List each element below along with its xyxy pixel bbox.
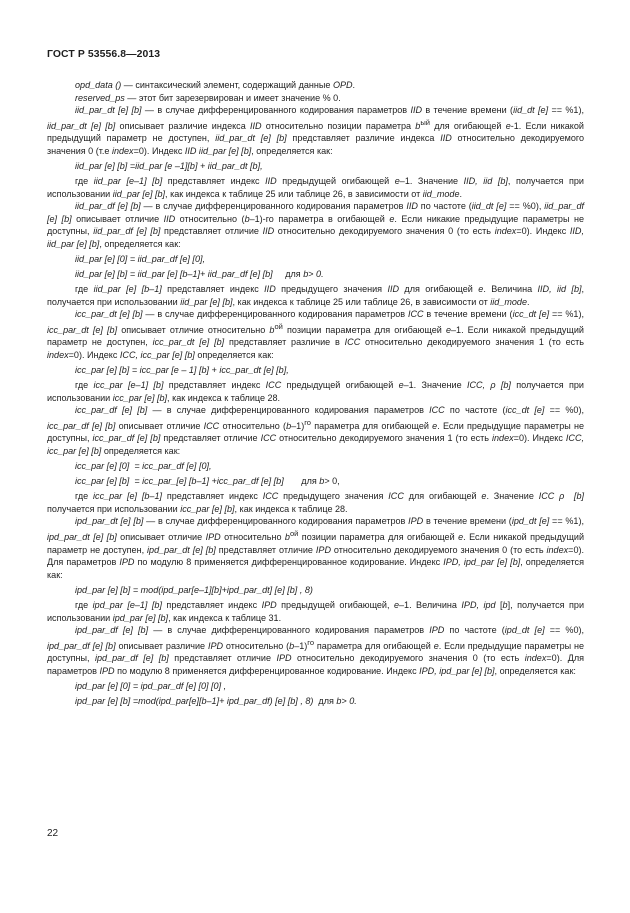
- body-paragraph: ipd_par_dt [e] [b] — в случае дифференцированного кодирования параметров IPD в течение времени (ipd_dt [e] == %1), ipd_par_dt [e] [b] описывает отличие IPD относительно $b^{ой}$ позиции параметра для огибающей e. Если никакой предыдущий параметр не доступен, ipd_par_dt [e] [b] представляет отличие IPD относительно декодируемого значения 0 (то есть index=0). Для параметров IPD по модулю 8 применяется дифференцированное кодирование. Индекс IPD, ipd_par [e] [b], определяется как:: [47, 516, 585, 580]
- body-paragraph: где icc_par [e] [b–1] представляет индекс ICC предыдущего значения ICC для огибающей e. Значение ICC ρ [b] получается при использовании icc_par [e] [b], как индекса к таблице 28.: [47, 491, 584, 514]
- formula-line: iid_par [e] [b] = iid_par [e] [b–1]+ iid_par_df [e] [b] для b> 0.: [75, 269, 324, 280]
- body-paragraph: iid_par_dt [e] [b] — в случае дифференцированного кодирования параметров IID в течение времени (iid_dt [e] == %1), iid_par_dt [e] [b] описывает различие индекса IID относительно позиции параметра $b^{ый}$ для огибающей e-1. Если никакой предыдущий параметр не доступен, iid_par_dt [e] [b] представляет различие индекса IID относительно декодируемого значения 0 (т.е index=0). Индекс IID iid_par [e] [b], определяется как:: [47, 105, 584, 156]
- formula-line: ipd_par [e] [b] =mod(ipd_par[e][b–1]+ ipd_par_df) [e] [b] , 8) для b> 0.: [75, 696, 357, 706]
- document-body: [47, 79, 584, 710]
- body-paragraph: ipd_par_df [e] [b] — в случае дифференцированного кодирования параметров IPD по частоте (ipd_dt [e] == %0), ipd_par_df [e] [b] описывает различие IPD относительно $(b-1)^{го}$ параметра для огибающей e. Если предыдущие параметры не доступны, ipd_par_df [e] [b] представляет отличие IPD относительно декодируемого значения 0 (то есть index=0). Для параметров IPD по модулю 8 применяется дифференцированное кодирование. Индекс IPD, ipd_par [e] [b], определяется как:: [47, 625, 585, 676]
- body-paragraph: opd_data () — синтаксический элемент, содержащий данные OPD.: [75, 80, 356, 90]
- body-paragraph: icc_par_df [e] [b] — в случае дифференцированного кодирования параметров ICC по частоте (icc_dt [e] == %0), icc_par_df [e] [b] описывает отличие ICC относительно $(b-1)^{го}$ параметра для огибающей e. Если предыдущие параметры не доступны, icc_par_df [e] [b] представляет отличие ICC относительно декодируемого значения 1 (то есть index=0). Индекс ICC, icc_par [e] [b] определяется как:: [47, 405, 584, 456]
- body-paragraph: reserved_ps — этот бит зарезервирован и имеет значение % 0.: [75, 92, 341, 103]
- document-header: ГОСТ Р 53556.8—2013: [47, 49, 161, 60]
- body-paragraph: icc_par_dt [e] [b] — в случае дифференцированного кодирования параметров ICC в течение времени (icc_dt [e] == %1), icc_par_dt [e] [b] описывает отличие относительно $b^{ой}$ позиции параметра для огибающей e–1. Если никакой предыдущий параметр не доступен, icc_par_dt [e] [b] представляет различие в ICC относительно декодируемого значения 1 (то есть index=0). Индекс ICC, icc_par [e] [b] определяется как:: [47, 309, 584, 360]
- body-paragraph: где iid_par [e–1] [b] представляет индекс IID предыдущей огибающей e–1. Значение IID, iid [b], получается при использовании iid_par [e] [b], как индекса к таблице 25 или таблице 26, в зависимости от iid_mode.: [47, 176, 584, 199]
- body-paragraph: iid_par_df [e] [b] — в случае дифференцированного кодирования параметров IID по частоте (iid_dt [e] == %0), iid_par_df [e] [b] описывает отличие IID относительно (b–1)-го параметра в огибающей e. Если никакие предыдущие параметры не доступны, iid_par_df [e] [b] представляет отличие IID относительно декодируемого значения 0 (то есть index=0). Индекс IID, iid_par [e] [b], определяется как:: [47, 201, 584, 249]
- formula-line: iid_par [e] [b] =iid_par [e –1][b] + iid_par_dt [b],: [75, 160, 263, 171]
- formula-line: iid_par [e] [0] = iid_par_df [e] [0],: [75, 253, 206, 264]
- formula-line: ipd_par [e] [0] = ipd_par_df [e] [0] [0] ,: [75, 680, 227, 691]
- formula-line: icc_par [e] [0] = icc_par_df [e] [0],: [75, 461, 212, 472]
- formula-line: icc_par [e] [b] = icc_par_[e] [b–1] +icc_par_df [e] [b] для b> 0,: [75, 476, 340, 487]
- body-paragraph: где icc_par [e–1] [b] представляет индекс ICC предыдущей огибающей e–1. Значение ICC, ρ [b] получается при использовании icc_par [e] [b], как индекса к таблице 28.: [47, 380, 584, 403]
- body-paragraph: где iid_par [e] [b–1] представляет индекс IID предыдущего значения IID для огибающей e. Величина IID, iid [b], получается при использовании iid_par [e] [b], как индекса к таблице 25 или таблице 26, в зависимости от iid_mode.: [47, 284, 585, 307]
- formula-line: icc_par [e] [b] = icc_par [e – 1] [b] + icc_par_dt [e] [b],: [75, 365, 289, 376]
- page-number: 22: [47, 828, 59, 839]
- formula-line: ipd_par [e] [b] = mod(ipd_par[e–1][b]+ipd_par_dt] [e] [b] , 8): [75, 584, 313, 595]
- body-paragraph: где ipd_par [e–1] [b] представляет индекс IPD предыдущей огибающей, e–1. Величина IPD, ipd [b], получается при использовании ipd_par [e] [b], как индекса к таблице 31.: [47, 599, 585, 623]
